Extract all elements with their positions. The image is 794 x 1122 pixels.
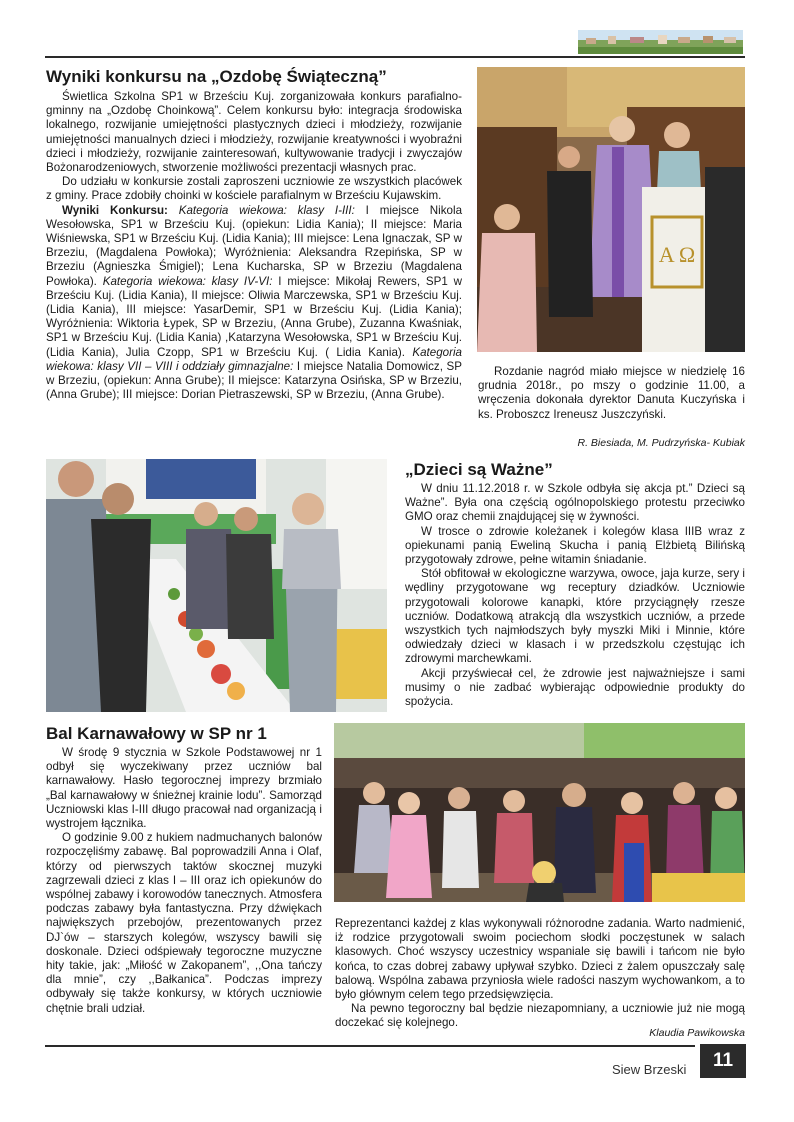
cat2-text: I miejsce: Mikołaj Rewers, SP1 w Brześciu Kuj. (Lidia Kania), II miejsce: Oliwia Marczewska, SP1 w Brześciu Kuj. (Lidia Kania), III miejsce: YasarDemir, SP1 w Brześciu Kuj. (Lidia Kania); Wyróżnienia: Wiktoria Łypek, SP w Brzeziu, (Anna Grube), Zuzanna Kwaśniak, SP1 w Brześciu Kuj. (Lidia Kania) ,Katarzyna Wesołowska, SP1 w Brześciu Kuj.(Lidia Kania), Julia Czopp, SP1 w Brześciu Kuj. ( Lidia Kania).	[46, 274, 462, 359]
cat1-text: I miejsce Nikola Wesołowska, SP1 w Brześciu Kuj. (opiekun: Lidia Kania); II miejsce: Maria Wiśniewska, SP1 w Brześciu Kuj. (Lidia Kania); III miejsce: Lena Ignaczak, SP w Brzeziu, (Magdalena Powłoka); Wyróżnienia: Aleksandra Rzepińska, SP w Brzeziu (Agnieszka Śmigiel); Lena Kucharska, SP w Brzeziu (Magdalena Powłoka).	[46, 203, 463, 288]
article1-body	[46, 90, 462, 402]
village-landscape-icon	[578, 30, 743, 54]
breakfast-photo	[46, 459, 387, 712]
article1-para1: Świetlica Szkolna SP1 w Brześciu Kuj. zorganizowała konkurs parafialno-gminny na „Ozdobę Choinkową”. Celem konkursu było: integracja środowiska lokalnego, rozwijanie umiejętności plastycznych dzieci i młodzieży, rozwijanie umiejętności manualnych dzieci i młodzieży, rozwijanie kreatywności i wyobraźni dzieci i młodzieży, rozwijanie zainteresowań, kultywowanie tradycji i zwyczajów Bożonarodzeniowych, stworzenie możliwości prezentacji własnych prac.	[46, 90, 462, 175]
article1-results	[46, 204, 462, 403]
article1-title: Wyniki konkursu na „Ozdobę Świąteczną”	[46, 67, 387, 86]
page-number: 11	[700, 1044, 746, 1078]
header-banner	[578, 30, 743, 54]
article2-body	[405, 482, 745, 709]
article3-para2: O godzinie 9.00 z hukiem nadmuchanych balonów rozpoczęliśmy zabawę. Bal poprowadzili Anna i Olaf, którzy od pierwszych taktów skocznej muzyki zagrzewali dzieci z klas I – III oraz ich opiekunów do wspólnej zabawy i korowodów tanecznych. Atmosfera podczas zabawy była fantastyczna. Przy dźwiękach największych przebojów, prezentowanych przez DJ`ów – starszych kolegów, wszyscy bawili się doskonale. Dzieci odśpiewały tegoroczne muzyczne hity takie, jak: „Miłość w Zakopanem”, ,,Ona tańczy dla mnie”, czy ,,Bałkanica”. Podczas imprezy odbywały się także konkursy, w których uczniowie chętnie brali udział.	[46, 831, 322, 1015]
cat1-label: Kategoria wiekowa: klasy I-III:	[178, 203, 355, 217]
article1-author: R. Biesiada, M. Pudrzyńska- Kubiak	[577, 437, 745, 449]
article3-para3: Reprezentanci każdej z klas wykonywali różnorodne zadania. Warto nadmienić, iż rodzice przygotowali swoim pociechom słodki poczęstunek w salach klasowych. Choć wszyscy uczestnicy wspaniale się bawili i tańcom nie było końca, to czas dobrej zabawy upływał szybko. Dzieci z żalem opuszczały salę balową. Wspólna zabawa przyniosła wiele radości naszym wychowankom, a to było głównym celem tego przedsięwzięcia.	[335, 917, 745, 1002]
article1-caption: Rozdanie nagród miało miejsce w niedzielę 16 grudnia 2018r., po mszy o godzinie 11.00, a wręczenia dokonała dyrektor Danuta Kuczyńska i ks. Proboszcz Ireneusz Juszczyński.	[478, 365, 745, 421]
article3-author: Klaudia Pawikowska	[649, 1027, 745, 1039]
article1-para2: Do udziału w konkursie zostali zaproszeni uczniowie ze wszystkich placówek z gminy. Prace zdobiły choinki w kościele parafialnym w Brześciu Kujawskim.	[46, 175, 462, 203]
svg-text:A Ω: A Ω	[658, 242, 696, 267]
article2-para1: W dniu 11.12.2018 r. w Szkole odbyła się akcja pt.” Dzieci są Ważne”. Była ona częścią ogólnopolskiego protestu przeciwko GMO oraz chemii znajdującej się w żywności.	[405, 482, 745, 524]
church-award-ceremony-icon	[477, 67, 745, 352]
article3-para1: W środę 9 stycznia w Szkole Podstawowej nr 1 odbył się wyczekiwany przez uczniów bal karnawałowy. Hasło tegorocznej imprezy brzmiało „Bal karnawałowy w śnieżnej krainie lodu”. Samorząd Uczniowski klas I-III długo pracował nad organizacją i wystrojem łącznika.	[46, 746, 322, 831]
carnival-ball-children-icon	[334, 723, 745, 902]
healthy-breakfast-table-icon	[46, 459, 387, 712]
results-heading: Wyniki Konkursu:	[62, 203, 168, 217]
article3-title: Bal Karnawałowy w SP nr 1	[46, 724, 267, 743]
header-rule	[45, 56, 745, 58]
cat3-text: I miejsce Natalia Domowicz, SP w Brzeziu, (opiekun: Anna Grube); II miejsce: Katarzyna Osińska, SP w Brzeziu, (Anna Grube); III miejsce: Dorian Pietraszewski, SP w Brzeziu, (Anna Grube).	[46, 359, 462, 402]
cat2-label: Kategoria wiekowa: klasy IV-VI:	[102, 274, 273, 288]
article2-para4: Akcji przyświecał cel, że zdrowie jest najważniejsze i sami musimy o nie zadbać wybierając odpowiednie produkty do spożycia.	[405, 666, 745, 709]
article2-para3: Stół obfitował w ekologiczne warzywa, owoce, jaja kurze, sery i wędliny przygotowane wg receptury dziadków. Uczniowie przygotowali kolorowe kanapki, które przyciągnęły rzesze uczniów. Dodatkową atrakcją dla wszystkich uczniów, a przede wszystkich tych najmłodszych były myszki Miki i Minnie, które odwiedzały dzieci w klasach i w przedszkolu częstując ich zdrowymi marchewkami.	[405, 567, 745, 666]
article3-para4: Na pewno tegoroczny bal będzie niezapomniany, a uczniowie już nie mogą doczekać się kolejnego.	[335, 1002, 745, 1030]
publication-name: Siew Brzeski	[612, 1062, 687, 1077]
carnival-photo	[334, 723, 745, 902]
article3-col2	[335, 917, 745, 1031]
cat3-label: Kategoria wiekowa: klasy VII – VIII i oddziały gimnazjalne:	[46, 345, 462, 373]
article2-para2: W trosce o zdrowie koleżanek i kolegów klasa IIIB wraz z opiekunami panią Eweliną Skucha i panią Elżbietą Bilińską przygotowały zdrowe, pełne witamin śniadanie.	[405, 524, 745, 567]
church-ceremony-photo	[477, 67, 745, 352]
article3-col1	[46, 746, 322, 1016]
article2-title: „Dzieci są Ważne”	[405, 460, 553, 479]
footer-rule	[45, 1045, 695, 1047]
